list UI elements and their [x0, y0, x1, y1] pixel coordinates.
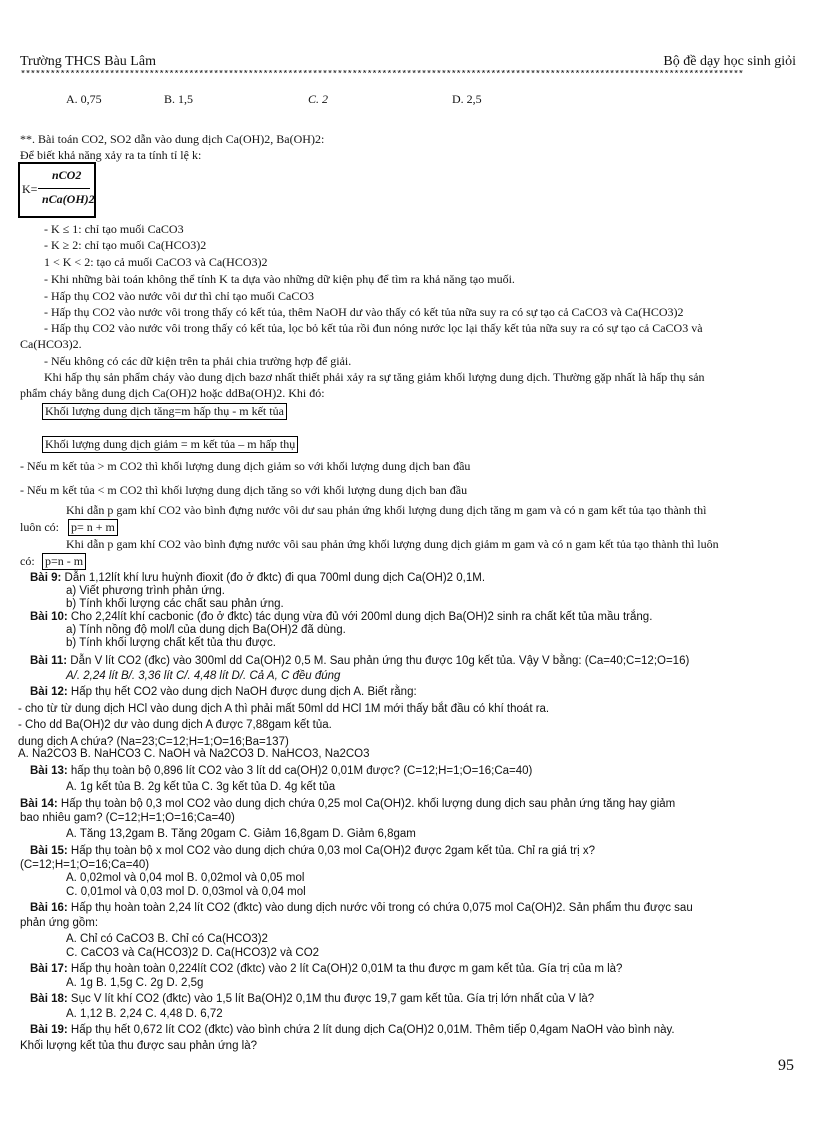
fraction-bar	[38, 188, 90, 189]
ratio-denominator: nCa(OH)2	[42, 192, 95, 206]
problem-16-line2: phản ứng gồm:	[20, 917, 99, 929]
problem-11: Bài 11: Dẫn V lít CO2 (đkc) vào 300ml dd Ca(OH)2 0,5 M. Sau phản ứng thu được 10g kết tủa. Vậy V bằng: (Ca=40;C=12;O=16)	[30, 655, 690, 667]
problem-13: Bài 13: hấp thụ toàn bộ 0,896 lít CO2 vào 3 lít dd ca(OH)2 0,01M được? (C=12;H=1;O=16;Ca=40)	[30, 765, 533, 777]
rule2-line1: Khi dẫn p gam khí CO2 vào bình đựng nước vôi sau phản ứng khối lượng dung dịch giảm m gam và có n gam kết tủa tạo thành thì luôn	[66, 537, 719, 551]
header-rule: **************************************************************************************************************************************************	[20, 70, 743, 81]
problem-10-a: a) Tính nồng độ mol/l của dung dịch Ba(OH)2 đã dùng.	[66, 624, 346, 636]
problem-17-options: A. 1g B. 1,5g C. 2g D. 2,5g	[66, 977, 204, 989]
problem-12: Bài 12: Hấp thụ hết CO2 vào dung dịch NaOH được dung dịch A. Biết rằng:	[30, 686, 417, 698]
rule1-line1: Khi dẫn p gam khí CO2 vào bình đựng nước vôi dư sau phản ứng khối lượng dung dịch tăng m gam và có n gam kết tủa tạo thành thì	[66, 503, 707, 517]
case-9: - Nếu không có các dữ kiện trên ta phải chia trường hợp để giải.	[44, 354, 352, 368]
problem-9: Bài 9: Dẫn 1,12lít khí lưu huỳnh đioxit (đo ở đktc) đi qua 700ml dung dịch Ca(OH)2 0,1M.	[30, 572, 486, 584]
rule1-line2: luôn có:	[20, 520, 59, 534]
problem-12-line3: - Cho dd Ba(OH)2 dư vào dung dịch A được 7,88gam kết tủa.	[18, 719, 332, 731]
problem-14: Bài 14: Hấp thụ toàn bộ 0,3 mol CO2 vào dung dịch chứa 0,25 mol Ca(OH)2. khối lượng dung dịch sau phản ứng tăng hay giảm	[20, 798, 676, 810]
problem-15: Bài 15: Hấp thụ toàn bộ x mol CO2 vào dung dịch chứa 0,03 mol Ca(OH)2 được 2gam kết tủa. Chỉ ra giá trị x?	[30, 845, 595, 857]
rule2-line2: có:	[20, 554, 35, 568]
note-less: - Nếu m kết tủa < m CO2 thì khối lượng dung dịch tăng so với khối lượng dung dịch ban đầu	[20, 483, 468, 497]
case-4: - Khi những bài toán không thể tính K ta dựa vào những dữ kiện phụ để tìm ra khả năng tạo muối.	[44, 272, 515, 286]
answer-a: A. 0,75	[66, 92, 102, 106]
case-3: 1 < K < 2: tạo cả muối CaCO3 và Ca(HCO3)2	[44, 255, 268, 269]
school-name: Trường THCS Bàu Lâm	[20, 54, 156, 69]
theory-intro: Để biết khả năng xảy ra ta tính tỉ lệ k:	[20, 148, 202, 162]
ratio-formula-box	[18, 162, 96, 218]
problem-14-options: A. Tăng 13,2gam B. Tăng 20gam C. Giảm 16,8gam D. Giảm 6,8gam	[66, 828, 416, 840]
answer-c: C. 2	[308, 92, 329, 106]
problem-16-options-ab: A. Chỉ có CaCO3 B. Chỉ có Ca(HCO3)2	[66, 933, 268, 945]
rule2-box: p=n - m	[42, 553, 86, 570]
problem-19-line2: Khối lượng kết tủa thu được sau phản ứng là?	[20, 1040, 258, 1052]
answer-b: B. 1,5	[164, 92, 194, 106]
problem-9-b: b) Tính khối lượng các chất sau phản ứng.	[66, 598, 284, 610]
rule1-box: p= n + m	[68, 519, 118, 536]
problem-18: Bài 18: Sục V lít khí CO2 (đktc) vào 1,5 lít Ba(OH)2 0,1M thu được 19,7 gam kết tủa. Gía trị lớn nhất của V là?	[30, 993, 595, 1005]
problem-15-options-cd: C. 0,01mol và 0,03 mol D. 0,03mol và 0,04 mol	[66, 886, 306, 898]
problem-12-options: A. Na2CO3 B. NaHCO3 C. NaOH và Na2CO3 D. NaHCO3, Na2CO3	[18, 748, 370, 760]
page-number: 95	[778, 1057, 794, 1074]
note-greater: - Nếu m kết tủa > m CO2 thì khối lượng dung dịch giảm so với khối lượng dung dịch ban đầu	[20, 459, 471, 473]
problem-15-line2: (C=12;H=1;O=16;Ca=40)	[20, 859, 150, 871]
case-7: - Hấp thụ CO2 vào nước vôi trong thấy có kết tủa, lọc bỏ kết tủa rồi đun nóng nước lọc lại thấy kết tủa nữa suy ra có sự tạo cả CaCO3 và	[44, 321, 703, 335]
problem-17: Bài 17: Hấp thụ hoàn toàn 0,224lít CO2 (đktc) vào 2 lít Ca(OH)2 0,01M ta thu được m gam kết tủa. Gía trị của m là?	[30, 963, 623, 975]
mass-intro-line1: Khi hấp thụ sản phẩm cháy vào dung dịch bazơ nhất thiết phải xảy ra sự tăng giảm khối lượng dung dịch. Thường gặp nhất là hấp thụ sản	[44, 370, 705, 384]
problem-10-b: b) Tính khối lượng chất kết tủa thu được.	[66, 637, 276, 649]
case-1: - K ≤ 1: chỉ tạo muối CaCO3	[44, 222, 184, 236]
problem-18-options: A. 1,12 B. 2,24 C. 4,48 D. 6,72	[66, 1008, 223, 1020]
problem-10: Bài 10: Cho 2,24lít khí cacbonic (đo ở đktc) tác dụng vừa đủ với 200ml dung dịch Ba(OH)2 sinh ra chất kết tủa mầu trắng.	[30, 611, 653, 623]
problem-15-options-ab: A. 0,02mol và 0,04 mol B. 0,02mol và 0,05 mol	[66, 872, 305, 884]
mass-increase-box: Khối lượng dung dịch tăng=m hấp thụ - m kết tủa	[42, 403, 287, 420]
case-6: - Hấp thụ CO2 vào nước vôi trong thấy có kết tủa, thêm NaOH dư vào thấy có kết tủa nữa suy ra có sự tạo cả CaCO3 và Ca(HCO3)2	[44, 305, 684, 319]
problem-13-options: A. 1g kết tủa B. 2g kết tủa C. 3g kết tủa D. 4g kết tủa	[66, 781, 336, 793]
problem-14-line2: bao nhiêu gam? (C=12;H=1;O=16;Ca=40)	[20, 812, 235, 824]
document-title: Bộ đề dạy học sinh giỏi	[663, 54, 796, 69]
case-5: - Hấp thụ CO2 vào nước vôi dư thì chỉ tạo muối CaCO3	[44, 289, 314, 303]
case-8: Ca(HCO3)2.	[20, 337, 82, 351]
problem-11-options: A/. 2,24 lít B/. 3,36 lít C/. 4,48 lít D/. Cả A, C đều đúng	[66, 670, 341, 682]
case-2: - K ≥ 2: chỉ tạo muối Ca(HCO3)2	[44, 238, 207, 252]
problem-12-line4: dung dịch A chứa? (Na=23;C=12;H=1;O=16;Ba=137)	[18, 736, 289, 748]
ratio-label: K=	[22, 182, 38, 196]
problem-9-a: a) Viết phương trình phản ứng.	[66, 585, 225, 597]
problem-12-line2: - cho từ từ dung dịch HCl vào dung dịch A thì phải mất 50ml dd HCl 1M mới thấy bắt đầu có khí thoát ra.	[18, 703, 550, 715]
ratio-numerator: nCO2	[52, 168, 82, 182]
answer-d: D. 2,5	[452, 92, 482, 106]
mass-intro-line2: phẩm cháy bằng dung dịch Ca(OH)2 hoặc ddBa(OH)2. Khi đó:	[20, 386, 325, 400]
theory-heading: **. Bài toán CO2, SO2 dẫn vào dung dịch Ca(OH)2, Ba(OH)2:	[20, 132, 325, 146]
mass-decrease-box: Khối lượng dung dịch giảm = m kết tủa – m hấp thụ	[42, 436, 298, 453]
problem-16-options-cd: C. CaCO3 và Ca(HCO3)2 D. Ca(HCO3)2 và CO2	[66, 947, 320, 959]
problem-16: Bài 16: Hấp thụ hoàn toàn 2,24 lít CO2 (đktc) vào dung dịch nước vôi trong có chứa 0,075 mol Ca(OH)2. Sản phẩm thu được sau	[30, 902, 693, 914]
problem-19: Bài 19: Hấp thụ hết 0,672 lít CO2 (đktc) vào bình chứa 2 lít dung dịch Ca(OH)2 0,01M. Thêm tiếp 0,4gam NaOH vào bình này.	[30, 1024, 675, 1036]
